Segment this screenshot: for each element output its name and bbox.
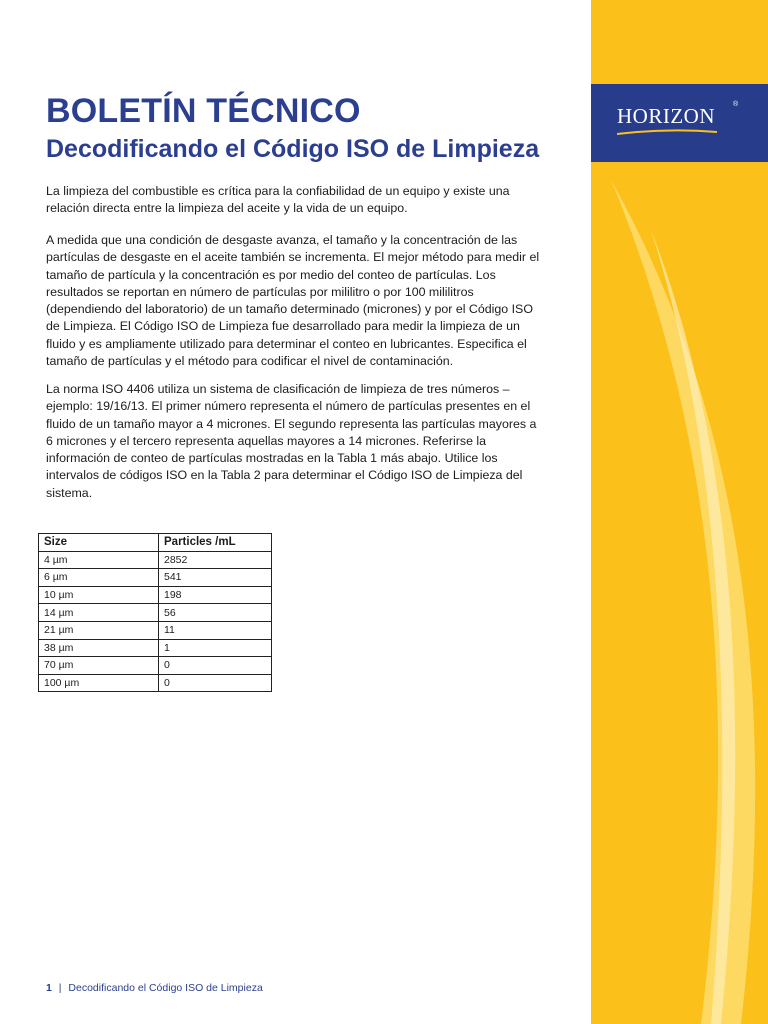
- size-cell: 14 µm: [39, 604, 159, 622]
- particle-count-table: [38, 533, 272, 692]
- size-cell: 38 µm: [39, 639, 159, 657]
- table-row: [39, 674, 272, 692]
- footer-title: Decodificando el Código ISO de Limpieza: [68, 982, 263, 994]
- count-cell: 0: [159, 657, 272, 675]
- count-cell: 11: [159, 621, 272, 639]
- table-row: [39, 604, 272, 622]
- page-number: 1: [46, 982, 52, 994]
- registered-mark: ®: [733, 101, 739, 108]
- count-cell: 56: [159, 604, 272, 622]
- paragraph-iso4406: La norma ISO 4406 utiliza un sistema de clasificación de limpieza de tres números – ejemplo: 19/16/13. El primer número representa el número de partículas presentes en el fluido de un tamaño mayor a 4 micrones. El segundo representa las partículas mayores a 6 micrones y el tercero representa aquellas mayores a 14 micrones. Referirse la información de conteo de partículas mostradas en la Tabla 1 más abajo. Utilice los intervalos de códigos ISO en la Tabla 2 para determinar el Código ISO de Limpieza del sistema.: [46, 382, 537, 500]
- page-subtitle: Decodificando el Código ISO de Limpieza: [46, 135, 540, 163]
- count-cell: 1: [159, 639, 272, 657]
- paragraph-intro: La limpieza del combustible es crítica para la confiabilidad de un equipo y existe una relación directa entre la limpieza del aceite y la vida de un equipo.: [46, 184, 510, 216]
- size-cell: 6 µm: [39, 569, 159, 587]
- size-cell: 4 µm: [39, 551, 159, 569]
- table-row: [39, 586, 272, 604]
- page-footer: [46, 982, 263, 994]
- table-row: [39, 621, 272, 639]
- logo-block: [591, 84, 768, 162]
- count-cell: 198: [159, 586, 272, 604]
- logo-text: HORIZON: [617, 104, 715, 128]
- page-title: BOLETÍN TÉCNICO: [46, 92, 361, 130]
- count-cell: 2852: [159, 551, 272, 569]
- footer-separator: |: [58, 982, 62, 994]
- column-header-particles: Particles /mL: [159, 534, 272, 552]
- count-cell: 541: [159, 569, 272, 587]
- table-header-row: [39, 534, 272, 552]
- table-row: [39, 551, 272, 569]
- column-header-size: Size: [39, 534, 159, 552]
- size-cell: 10 µm: [39, 586, 159, 604]
- logo-swoosh-icon: [617, 128, 717, 136]
- table-row: [39, 639, 272, 657]
- paragraph-wear: A medida que una condición de desgaste avanza, el tamaño y la concentración de las partículas de desgaste en el aceite también se incrementa. El mejor método para medir el tamaño de partícula y la concentración es por medio del conteo de partículas. Los resultados se reportan en número de partículas por mililitro o por 100 mililitros (dependiendo del laboratorio) de un tamaño determinado (micrones) y por el Código ISO de Limpieza. El Código ISO de Limpieza fue desarrollado para medir la limpieza de un fluido y es ampliamente utilizado para determinar el conteo en lubricantes. Especifica el tamaño de partículas y el método para codificar el nivel de contaminación.: [46, 233, 540, 369]
- size-cell: 100 µm: [39, 674, 159, 692]
- size-cell: 21 µm: [39, 621, 159, 639]
- size-cell: 70 µm: [39, 657, 159, 675]
- count-cell: 0: [159, 674, 272, 692]
- table-row: [39, 657, 272, 675]
- table-row: [39, 569, 272, 587]
